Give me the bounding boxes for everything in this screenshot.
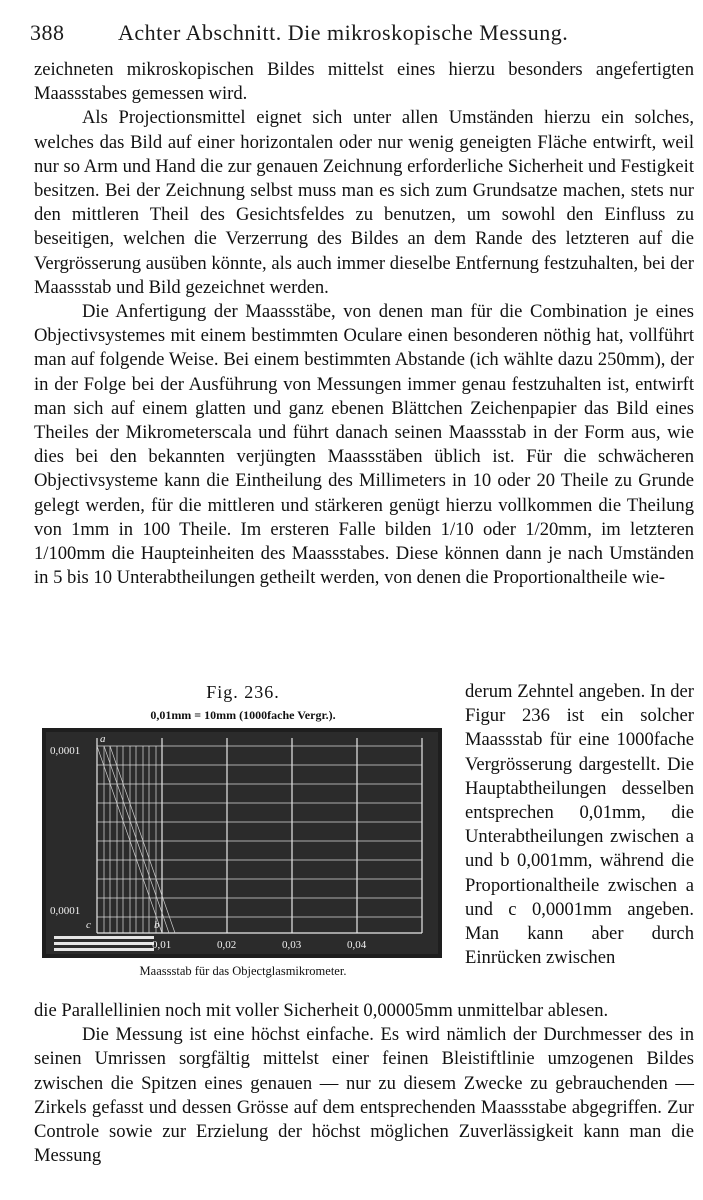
left-label-top: 0,0001 (50, 745, 81, 757)
micrometer-scale-image (42, 728, 442, 958)
corner-label-c: c (86, 919, 91, 931)
running-title: Achter Abschnitt. Die mikroskopische Messung. (118, 20, 569, 45)
side-paragraph: derum Zehntel angeben. In der Figur 236 ist ein solcher Maassstab für eine 1000fache Vergrösserung dargestellt. Die Hauptabtheilungen desselben entsprechen 0,01mm, die Unterabtheilungen zwischen a und b 0,001mm, während die Proportionaltheile zwischen a und c 0,0001mm angeben. Man kann aber durch Einrücken zwischen (465, 681, 694, 969)
figure-scale-note: 0,01mm = 10mm (1000fache Vergr.). (150, 708, 336, 722)
corner-label-b: b (154, 919, 160, 931)
figure-label: Fig. 236. (206, 682, 280, 702)
side-text (465, 680, 694, 970)
paragraph-parallel: die Parallellinien noch mit voller Sicherheit 0,00005mm unmittelbar ablesen. (34, 1000, 609, 1021)
figure-236 (34, 682, 452, 992)
bottom-label-2: 0,02 (217, 939, 237, 951)
bottom-label-4: 0,04 (347, 939, 367, 951)
paragraph-maassstab: Die Anfertigung der Maassstäbe, von denen man für die Combination je eines Objectivsystemes mit einem bestimmten Oculare einen besonderen nöthig hat, vollführt man auf folgende Weise. Bei einem bestimmten Abstande (ich wählte dazu 250mm), der in der Folge bei der Ausführung von Messungen immer genau festzuhalten ist, entwirft man sich auf einem glatten und ganz ebenen Blättchen Zeichenpapier das Bild eines Theiles der Mikrometerscala und führt danach seinen Maassstab in der Form aus, wie dies bei den bekannten verjüngten Maassstäben üblich ist. Für die schwächeren Objectivsysteme kann die Eintheilung des Millimeters in 10 oder 20 Theile zu Grunde gelegt werden, für die mittleren und stärkeren genügt hierzu vollkommen die Theilung von 1mm in 100 Theile. Im ersteren Falle bilden 1/10 oder 1/20mm, im letzteren 1/100mm die Haupteinheiten des Maassstabes. Diese können dann je nach Umständen in 5 bis 10 Unterabtheilungen getheilt werden, von denen die Proportionaltheile wie- (34, 301, 694, 589)
paragraph-projection: Als Projectionsmittel eignet sich unter allen Umständen hierzu ein solches, welches das Bild auf einer horizontalen oder nur wenig geneigten Fläche entwirft, weil nur so Arm und Hand die zur genauen Zeichnung erforderliche Sicherheit und Festigkeit besitzen. Bei der Zeichnung selbst muss man es sich zum Grundsatze machen, stets nur den mittleren Theil des Gesichtsfeldes zu benutzen, um sowohl den Einfluss zu beseitigen, welchen die Verzerrung des Bildes an dem Rande des letzteren auf die Vergrösserung ausüben könnte, als auch immer dieselbe Entfernung festzuhalten, bei der Maassstab und Bild gezeichnet werden. (34, 107, 694, 298)
paragraph-messung: Die Messung ist eine höchst einfache. Es wird nämlich der Durchmesser des in seinen Umrissen sorgfältig mittelst einer feinen Bleistiftlinie umzogenen Bildes zwischen die Spitzen eines genauen — nur zu diesem Zwecke zu gebrauchenden — Zirkels gefasst und dessen Grösse auf dem entsprechenden Maassstabe abgegriffen. Zur Controle sowie zur Erzielung der höchst möglichen Zuverlässigkeit kann man die Messung (34, 1024, 694, 1167)
corner-label-a: a (100, 733, 106, 745)
bottom-label-3: 0,03 (282, 939, 302, 951)
main-text-top (34, 58, 694, 590)
bottom-label-1: 0,01 (152, 939, 172, 951)
main-text-bottom (34, 999, 694, 1168)
figure-caption: Maassstab für das Objectglasmikrometer. (139, 964, 347, 978)
left-label-bottom: 0,0001 (50, 905, 81, 917)
page-number: 388 (30, 20, 65, 45)
paragraph-continuation: zeichneten mikroskopischen Bildes mittelst eines hierzu besonders angefertigten Maassstabes gemessen wird. (34, 59, 694, 105)
running-header (30, 16, 690, 50)
